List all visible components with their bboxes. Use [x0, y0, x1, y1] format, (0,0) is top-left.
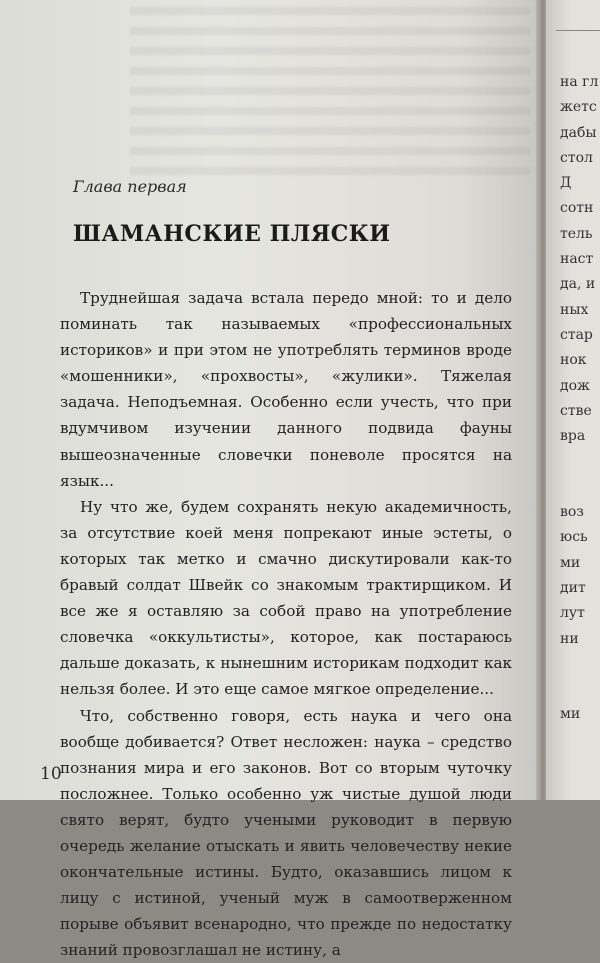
right-fragment [560, 652, 600, 677]
right-fragment: воз [560, 500, 600, 525]
right-fragment: ми [560, 551, 600, 576]
right-fragment: дит [560, 576, 600, 601]
right-fragment: вра [560, 424, 600, 449]
right-fragment: наст [560, 247, 600, 272]
right-page-rule [556, 30, 600, 31]
right-fragment: ми [560, 702, 600, 727]
right-fragment [560, 677, 600, 702]
right-fragment: на гл [560, 70, 600, 95]
right-fragment: нок [560, 348, 600, 373]
paragraph-1: Труднейшая задача встала передо мной: то и дело поминать так называемых «профессиональных историков» и при этом не употреблять терминов вроде «мошенники», «прохвосты», «жулики». Тяжелая задача. Неподъемная. Особенно если учесть, что при вдумчивом изучении данного подвида фауны вышеозначенные словечки поневоле просятся на язык... [60, 285, 512, 494]
paragraph-2: Ну что же, будем сохранять некую академичность, за отсутствие коей меня попрекают иные эстеты, о которых так метко и смачно дискутировали как-то бравый солдат Швейк со знакомым трактирщиком. И все же я оставляю за собой право на употребление словечка «оккультисты», которое, как постараюсь дальше доказать, к нынешним историкам подходит как нельзя более. И это еще самое мягкое определение... [60, 494, 512, 703]
right-fragment: стве [560, 399, 600, 424]
right-fragment: ни [560, 627, 600, 652]
right-fragment: лут [560, 601, 600, 626]
right-fragment: юсь [560, 525, 600, 550]
right-fragment: ных [560, 298, 600, 323]
right-fragment: стол [560, 146, 600, 171]
right-fragment: дож [560, 374, 600, 399]
right-page-text [560, 70, 600, 728]
right-fragment: стар [560, 323, 600, 348]
right-fragment: Д [560, 171, 600, 196]
show-through-text [130, 0, 530, 175]
right-fragment [560, 475, 600, 500]
body-text [60, 285, 512, 963]
chapter-label: Глава первая [73, 177, 187, 196]
right-fragment: жетс [560, 95, 600, 120]
paragraph-3: Что, собственно говоря, есть наука и чего она вообще добивается? Ответ несложен: наука – средство познания мира и его законов. Вот со вторым чуточку посложнее. Только особенно уж чистые душой люди свято верят, будто учеными руководит в первую очередь желание отыскать и явить человечеству некие окончательные истины. Будто, оказавшись лицом к лицу с истиной, ученый муж в самоотверженном порыве объявит всенародно, что прежде по недостатку знаний провозглашал не истину, а [60, 703, 512, 963]
right-fragment [560, 449, 600, 474]
chapter-title: ШАМАНСКИЕ ПЛЯСКИ [73, 221, 391, 247]
page-number: 10 [40, 764, 62, 784]
right-fragment: да, и [560, 272, 600, 297]
right-fragment: тель [560, 222, 600, 247]
right-fragment: дабы [560, 121, 600, 146]
right-fragment: сотн [560, 196, 600, 221]
